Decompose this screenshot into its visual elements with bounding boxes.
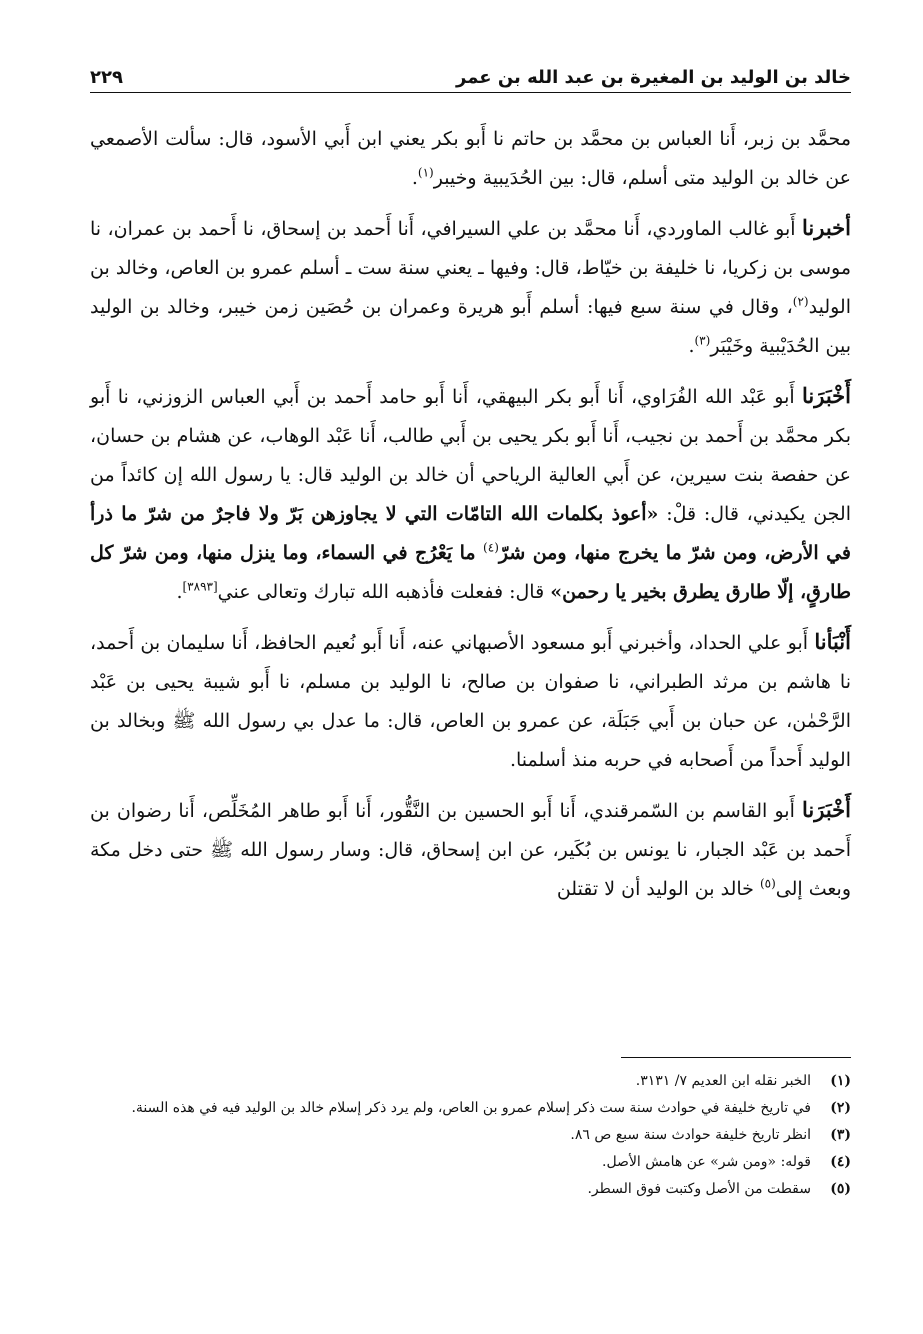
footnote-text: انظر تاريخ خليفة حوادث سنة سبع ص ٨٦. [570,1127,811,1143]
footnote-5 [90,1176,851,1203]
paragraph-text: محمَّد بن زبر، أَنا العباس بن محمَّد بن حاتم نا أَبو بكر يعني ابن أَبي الأسود، قال: سألت الأصمعي عن خالد بن الوليد متى أسلم، قال: بين الحُدَيبية وخيبر [90,128,851,189]
paragraph-text: أَبو عَبْد الله الفُرَاوي، أَنا أَبو بكر البيهقي، أَنا أَبو حامد أَحمد بن أَبي العباس الزوزني، نا أَبو بكر محمَّد بن أَحمد بن نجيب، أَنا أَبو بكر يحيى بن أَبي طالب، أَنا عَبْد الوهاب، عن هشام بن حسان، عن حفصة بنت سيرين، عن أَبي العالية الرياحي أن خالد بن الوليد قال: يا رسول الله إن كائداً من الجن يكيدني، قال: قلْ: [90,386,851,525]
footnotes [90,1068,851,1203]
footnote-text: قوله: «ومن شر» عن هامش الأصل. [602,1154,811,1170]
isnad-lead-word: أَنْبَأنا [814,629,851,654]
paragraph-1 [90,120,851,198]
paragraph-3 [90,376,851,612]
page-number: ٢٢٩ [90,67,123,88]
paragraph-text: ، وقال في سنة سبع فيها: أسلم أَبو هريرة وعمران بن حُصَين زمن خيبر، وخالد بن الوليد بين الحُدَيْبية وخَيْبَر [90,296,851,357]
paragraph-text: . [411,167,418,189]
hadith-quote: «أعوذ بكلمات الله التامّات التي لا يجاوزهن بَرّ ولا فاجرٌ من شرّ ما ذرأ في الأرض، ومن شرّ ما يخرج منها، ومن شرّ [90,503,851,564]
footnote-marker: (٤) [483,540,499,555]
footnote-4 [90,1149,851,1176]
paragraph-text: أَبو القاسم بن السّمرقندي، أَنا أَبو الحسين بن النَّقُّور، أَنا أَبو طاهر المُخَلِّص، أَنا رضوان بن أَحمد بن عَبْد الجبار، نا يونس بن بُكَير، عن ابن إسحاق، قال: وسار رسول الله ﷺ حتى دخل مكة وبعث إلى [90,800,851,900]
footnote-3 [90,1122,851,1149]
footnote-number: (٢) [830,1100,851,1116]
hadith-quote: ما يَعْرُج في السماء، وما ينزل منها، ومن شرّ كل طارقٍ، إلّا طارق يطرق بخير يا رحمن» [90,542,851,603]
paragraph-4 [90,622,851,780]
footnote-text: سقطت من الأصل وكتبت فوق السطر. [587,1181,811,1197]
footnote-marker: (٣) [694,333,711,348]
paragraph-text: . [176,581,183,603]
footnote-number: (٥) [830,1181,851,1197]
isnad-lead-word: أَخْبَرَنا [802,383,851,408]
hadith-reference-number: [٣٨٩٣] [182,579,218,594]
paragraph-text: قال: ففعلت فأذهبه الله تبارك وتعالى عني [217,581,551,603]
paragraph-text: خالد بن الوليد أن لا تقتلن [556,878,760,900]
paragraph-text: أَبو غالب الماوردي، أَنا محمَّد بن علي السيرافي، أَنا أَحمد بن إسحاق، نا أَحمد بن عمران، نا موسى بن زكريا، نا خليفة بن خيّاط، قال: وفيها ـ يعني سنة ست ـ أسلم عمرو بن العاص، وخالد بن الوليد [90,218,851,318]
footnote-marker: (١) [417,165,434,180]
isnad-lead-word: أخبرنا [802,215,851,240]
running-title: خالد بن الوليد بن المغيرة بن عبد الله بن عمر [456,67,851,88]
paragraph-5 [90,790,851,909]
footnote-number: (١) [830,1073,851,1089]
footnote-text: في تاريخ خليفة في حوادث سنة ست ذكر إسلام عمرو بن العاص، ولم يرد ذكر إسلام خالد بن الوليد فيه في هذه السنة. [131,1100,811,1116]
isnad-lead-word: أَخْبَرَنا [802,797,851,822]
page-header [90,52,851,93]
footnote-2 [90,1095,851,1122]
footnote-marker: (٢) [792,294,809,309]
paragraph-text: أَبو علي الحداد، وأخبرني أَبو مسعود الأصبهاني عنه، أَنا أَبو نُعيم الحافظ، أَنا سليمان بن أَحمد، نا هاشم بن مرثد الطبراني، نا صفوان بن صالح، نا الوليد بن مسلم، نا أَبو شيبة يحيى بن عَبْد الرَّحْمٰن، عن حبان بن أَبي جَبَلَة، عن عمرو بن العاص، قال: ما عدل بي رسول الله ﷺ وبخالد بن الوليد أَحداً من أَصحابه في حربه منذ أسلمنا. [90,632,851,771]
footnote-text: الخبر نقله ابن العديم ٧/ ٣١٣١. [635,1073,811,1089]
footnote-number: (٣) [830,1127,851,1143]
paragraph-text: . [688,335,695,357]
footnote-marker: (٥) [759,876,776,891]
footnote-separator [621,1057,851,1058]
paragraph-2 [90,208,851,366]
main-text [90,120,851,919]
footnote-number: (٤) [830,1154,851,1170]
footnote-1 [90,1068,851,1095]
